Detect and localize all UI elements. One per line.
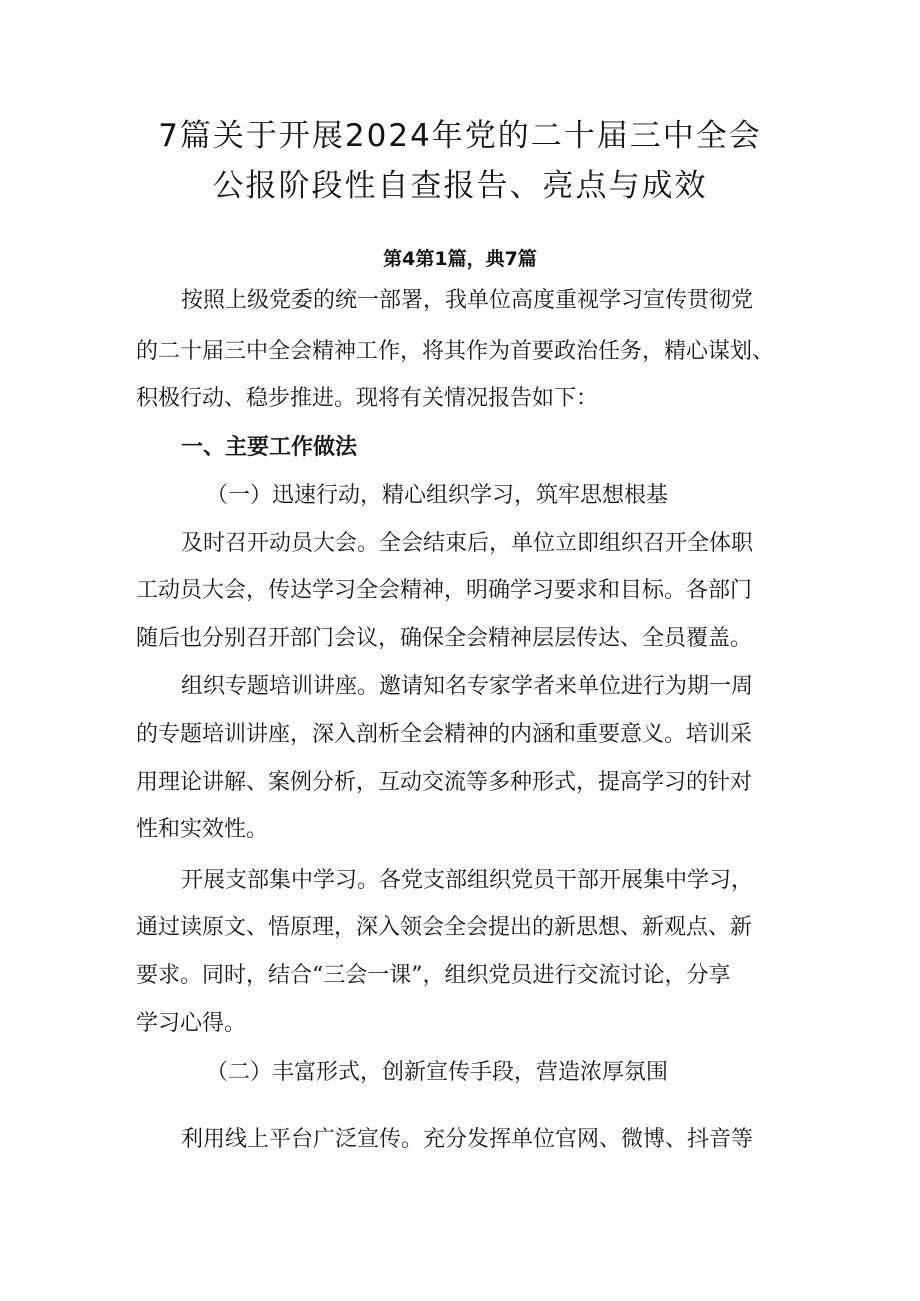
paragraph-line: 的专题培训讲座，深入剖析全会精神的内涵和重要意义。培训采 xyxy=(136,722,753,747)
intro-line: 按照上级党委的统一部署，我单位高度重视学习宣传贯彻党 xyxy=(181,288,754,313)
document-title-line-2: 公报阶段性自查报告、亮点与成效 xyxy=(212,168,708,204)
paragraph-line: 性和实效性。 xyxy=(136,817,269,842)
intro-line: 的二十届三中全会精神工作，将其作为首要政治任务，精心谋划、 xyxy=(136,339,775,364)
paragraph-line: 学习心得。 xyxy=(136,1011,247,1036)
subsection-heading: （二）丰富形式，创新宣传手段，营造浓厚氛围 xyxy=(206,1060,669,1085)
paragraph-line: 开展支部集中学习。各党支部组织党员干部开展集中学习， xyxy=(181,868,754,893)
paragraph-line: 工动员大会，传达学习全会精神，明确学习要求和目标。各部门 xyxy=(136,578,753,603)
paragraph-line: 组织专题培训讲座。邀请知名专家学者来单位进行为期一周 xyxy=(181,674,754,699)
document-title-line-1: 7篇关于开展2024年党的二十届三中全会 xyxy=(158,118,762,154)
paragraph-line: 要求。同时，结合“三会一课”，组织党员进行交流讨论，分享 xyxy=(136,963,731,988)
subsection-heading: （一）迅速行动，精心组织学习，筑牢思想根基 xyxy=(206,483,669,508)
paragraph-line: 随后也分别召开部门会议，确保全会精神层层传达、全员覆盖。 xyxy=(136,626,753,651)
paragraph-line: 利用线上平台广泛宣传。充分发挥单位官网、微博、抖音等 xyxy=(181,1127,754,1152)
document-subtitle: 第4第1篇，典7篇 xyxy=(383,248,537,270)
paragraph-line: 通过读原文、悟原理，深入领会全会提出的新思想、新观点、新 xyxy=(136,915,753,940)
paragraph-line: 及时召开动员大会。全会结束后，单位立即组织召开全体职 xyxy=(181,531,754,556)
intro-line: 积极行动、稳步推进。现将有关情况报告如下： xyxy=(136,386,599,411)
section-heading: 一、主要工作做法 xyxy=(181,435,358,460)
paragraph-line: 用理论讲解、案例分析，互动交流等多种形式，提高学习的针对 xyxy=(136,770,753,795)
